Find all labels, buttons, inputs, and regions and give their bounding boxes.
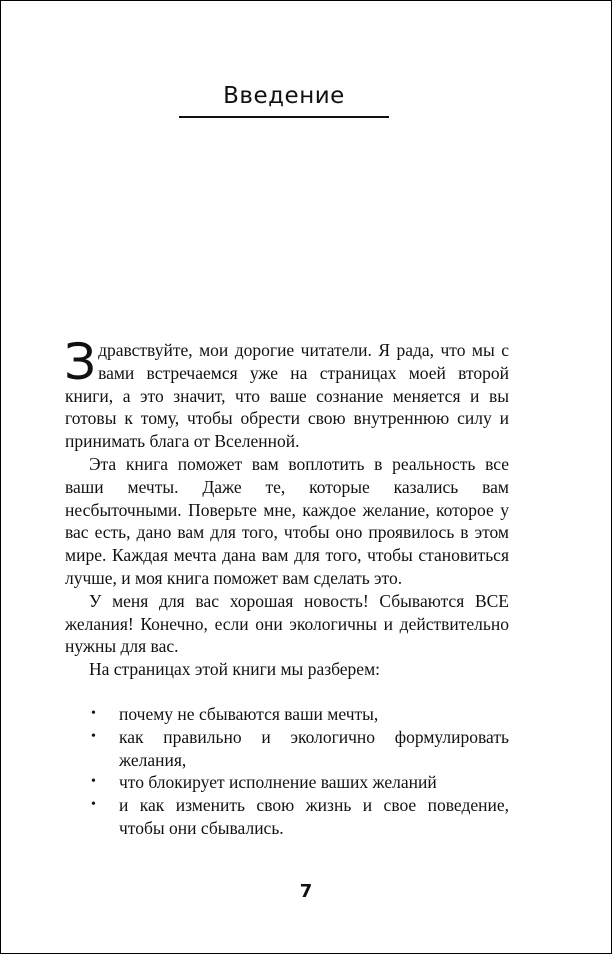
- paragraph-4: На страницах этой книги мы разберем:: [89, 659, 381, 680]
- chapter-title: Введение: [223, 83, 345, 109]
- paragraph-3: У меня для вас хорошая новость! Сбываются ВСЕ желания! Конечно, если они экологичны и действительно нужны для вас.: [65, 590, 509, 657]
- list-item-text: что блокирует исполнение ваших желаний: [119, 772, 437, 793]
- list-item: [65, 771, 509, 794]
- paragraph-intro: [64, 333, 509, 453]
- bullet-icon: •: [91, 728, 96, 744]
- topics-list: [65, 703, 509, 840]
- paragraph-2: Эта книга поможет вам воплотить в реальность все ваши мечты. Даже те, которые казались вам несбыточными. Поверьте мне, каждое желание, которое у вас есть, дано вам для того, чтобы оно проявилось в этом мире. Каждая мечта дана вам для того, чтобы становиться лучше, и моя книга поможет вам сделать это.: [65, 453, 509, 588]
- list-item-text: как правильно и экологично формулировать желания,: [119, 726, 509, 770]
- list-item-text: почему не сбываются ваши мечты,: [119, 703, 379, 724]
- list-item: [65, 726, 509, 772]
- list-item-text: и как изменить свою жизнь и свое поведение, чтобы они сбывались.: [119, 795, 509, 838]
- chapter-body: [64, 333, 509, 840]
- page-number: 7: [299, 881, 313, 902]
- drop-cap: З: [64, 333, 97, 391]
- list-item: [65, 703, 509, 726]
- bullet-icon: •: [91, 797, 96, 813]
- chapter-heading: [179, 83, 389, 118]
- paragraph-intro-text: дравствуйте, мои дорогие читатели. Я рада, что мы с вами встречаемся уже на страницах моей второй книги, а это значит, что ваше сознание меняется и вы готовы к тому, чтобы обрести свою внутреннюю силу и принимать блага от Вселенной.: [65, 340, 509, 452]
- bullet-icon: •: [91, 705, 96, 721]
- list-item: [65, 794, 509, 840]
- bullet-icon: •: [91, 774, 96, 790]
- title-underline: [179, 116, 389, 118]
